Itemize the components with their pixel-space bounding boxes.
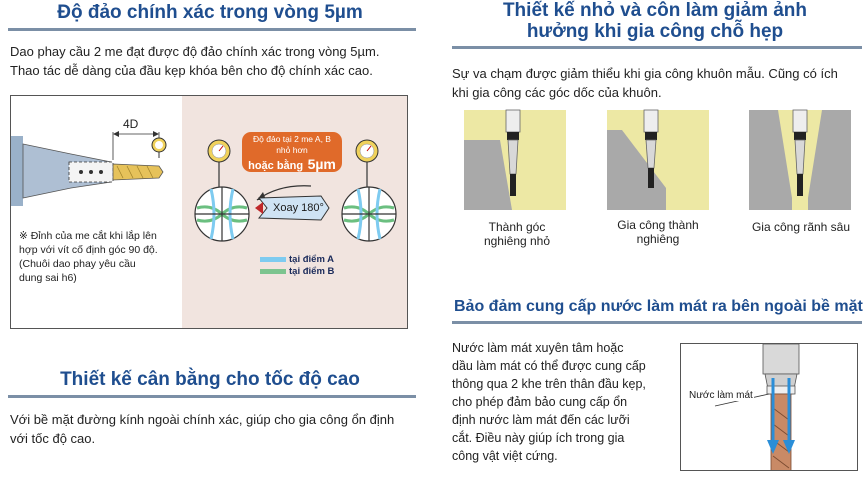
rotate-label: Xoay 180° [273,202,324,214]
legend-item-a [260,253,334,265]
slim-caption-1-line2: nghiêng nhỏ [483,234,551,248]
coolant-title: Bảo đảm cung cấp nước làm mát ra bên ngoài bề mặt [454,298,863,315]
slim-title-line2: hưởng khi gia công chỗ hẹp [526,21,784,42]
legend-swatch-b [260,269,286,274]
runout-note-line3: (Chuôi dao phay yêu cầu [19,258,136,270]
runout-rule [8,28,416,31]
runout-desc [10,42,420,80]
slim-desc-line1: Sự va chạm được giảm thiểu khi gia công khuôn mẫu. Cũng có ích [452,66,838,81]
coolant-diagram-label: Nước làm mát [689,390,753,401]
runout-figure [10,95,408,329]
slim-caption-1-line1: Thành góc [488,220,546,234]
badge-line2: nhỏ hơn [276,145,308,155]
coolant-desc-line6: cắt. Điều này giúp ích trong gia [452,431,625,445]
coolant-desc-line2: dầu làm mát có thể được cung cấp [452,359,646,373]
holder-drawing [11,131,166,206]
mold-inclined-drawing [607,110,709,210]
balance-desc [10,410,422,448]
slim-desc [452,64,862,102]
runout-note [19,229,189,285]
coolant-figure [680,343,858,471]
slim-caption-2-line1: Gia công thành [617,218,699,232]
coolant-desc-line4: cho phép đảm bảo cung cấp ổn [452,395,628,409]
badge-line1: Độ đảo tại 2 me A, B [253,134,331,144]
mold-corner-drawing [464,110,566,210]
coolant-desc [452,339,672,465]
runout-note-line2: hợp với vít cố định góc 90 độ. [19,244,158,256]
balance-desc-line1: Với bề mặt đường kính ngoài chính xác, giúp cho gia công ổn định [10,412,395,427]
badge-prefix: hoặc bằng [248,160,304,172]
slim-caption-2 [598,218,718,246]
balance-desc-line2: với tốc độ cao. [10,431,96,446]
balance-rule [8,395,416,398]
runout-desc-line2: Thao tác dễ dàng của đầu kẹp khóa bên cho độ chính xác cao. [10,63,373,78]
slim-desc-line2: khi gia công các góc dốc của khuôn. [452,85,662,100]
runout-title: Độ đảo chính xác trong vòng 5µm [57,2,363,23]
balance-title: Thiết kế cân bằng cho tốc độ cao [60,369,360,390]
badge-value: 5µm [307,156,336,172]
legend-swatch-a [260,257,286,262]
slim-rule [452,46,862,49]
coolant-desc-line7: công vật việt cứng. [452,449,558,463]
slim-caption-3-line1: Gia công rãnh sâu [751,220,851,234]
runout-desc-line1: Dao phay cầu 2 me đạt được độ đảo chính xác trong vòng 5µm. [10,44,380,59]
runout-note-line1: ※ Đỉnh của me cắt khi lắp lên [19,230,157,242]
legend-label-b: tại điểm B [289,265,335,277]
coolant-desc-line3: thông qua 2 khe trên thân đầu kẹp, [452,377,646,391]
slim-caption-3 [740,220,862,234]
legend-item-b [260,265,334,277]
legend [260,253,334,277]
slim-title [444,0,866,42]
coolant-drawing [681,344,858,471]
runout-figure-drawing [11,96,408,329]
gauge-left-drawing [195,140,249,241]
coolant-desc-line1: Nước làm mát xuyên tâm hoặc [452,341,624,355]
slim-caption-2-line2: nghiêng [636,232,680,246]
dim-label: 4D [123,117,139,131]
runout-note-line4: dung sai h6) [19,272,77,284]
runout-badge [242,134,342,173]
slim-title-line1: Thiết kế nhỏ và côn làm giảm ảnh [502,0,808,21]
coolant-rule [452,321,862,324]
coolant-desc-line5: định nước làm mát đến các lưỡi [452,413,630,427]
gauge-right-drawing [342,140,396,241]
legend-label-a: tại điểm A [289,253,335,265]
mold-groove-drawing [749,110,851,210]
slim-caption-1 [460,220,574,248]
slim-illustrations [460,108,860,213]
